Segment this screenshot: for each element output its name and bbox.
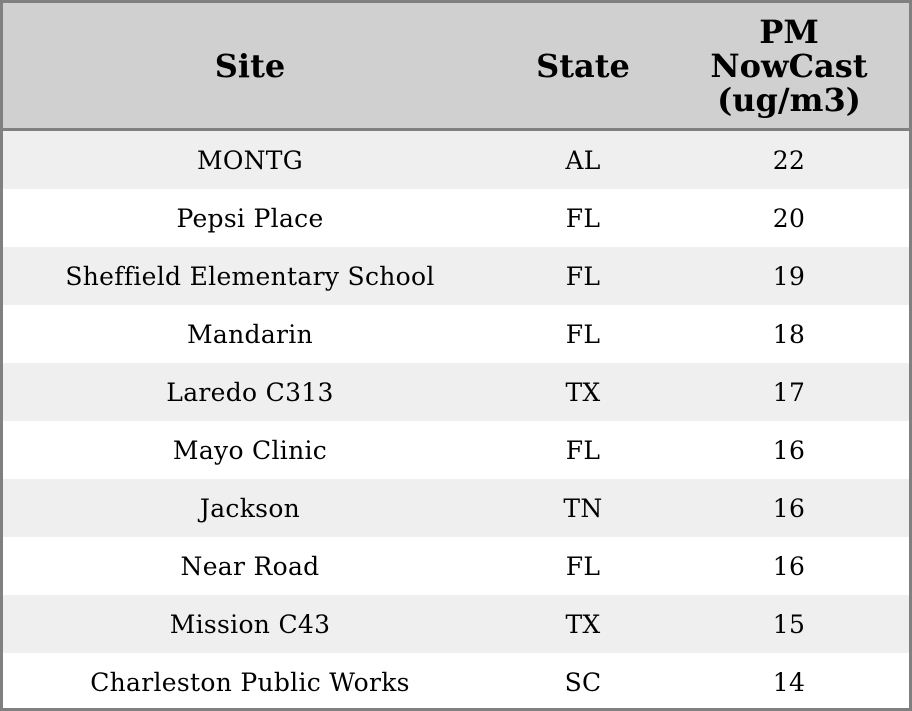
header-label-line: PM (759, 12, 819, 51)
cell-site: MONTG (3, 130, 497, 190)
cell-state: TX (497, 363, 669, 421)
header-label-line: (ug/m3) (717, 80, 861, 119)
table-row (3, 421, 909, 479)
cell-state: AL (497, 130, 669, 190)
table-row (3, 130, 909, 190)
cell-state: FL (497, 189, 669, 247)
table-row (3, 247, 909, 305)
cell-site: Mandarin (3, 305, 497, 363)
cell-pm: 17 (669, 363, 909, 421)
cell-pm: 22 (669, 130, 909, 190)
cell-pm: 16 (669, 537, 909, 595)
table-row (3, 479, 909, 537)
cell-site: Charleston Public Works (3, 653, 497, 711)
table-row (3, 305, 909, 363)
table-row (3, 363, 909, 421)
cell-pm: 16 (669, 421, 909, 479)
header-label: State (536, 46, 630, 85)
cell-site: Mayo Clinic (3, 421, 497, 479)
cell-pm: 16 (669, 479, 909, 537)
table-header (3, 3, 909, 130)
cell-pm: 15 (669, 595, 909, 653)
cell-site: Near Road (3, 537, 497, 595)
header-label: Site (214, 46, 286, 85)
cell-site: Pepsi Place (3, 189, 497, 247)
cell-pm: 20 (669, 189, 909, 247)
data-table (3, 3, 909, 711)
table-row (3, 537, 909, 595)
cell-state: FL (497, 421, 669, 479)
table-row (3, 595, 909, 653)
cell-state: SC (497, 653, 669, 711)
table-row (3, 189, 909, 247)
cell-site: Mission C43 (3, 595, 497, 653)
cell-site: Laredo C313 (3, 363, 497, 421)
cell-state: TN (497, 479, 669, 537)
cell-pm: 18 (669, 305, 909, 363)
cell-site: Sheffield Elementary School (3, 247, 497, 305)
cell-state: FL (497, 305, 669, 363)
column-header-pm-nowcast (669, 3, 909, 130)
table-row (3, 653, 909, 711)
cell-pm: 19 (669, 247, 909, 305)
header-label-line: NowCast (710, 46, 868, 85)
cell-pm: 14 (669, 653, 909, 711)
table-body (3, 130, 909, 711)
cell-site: Jackson (3, 479, 497, 537)
cell-state: FL (497, 247, 669, 305)
header-row (3, 3, 909, 130)
cell-state: FL (497, 537, 669, 595)
column-header-state (497, 3, 669, 130)
column-header-site (3, 3, 497, 130)
cell-state: TX (497, 595, 669, 653)
